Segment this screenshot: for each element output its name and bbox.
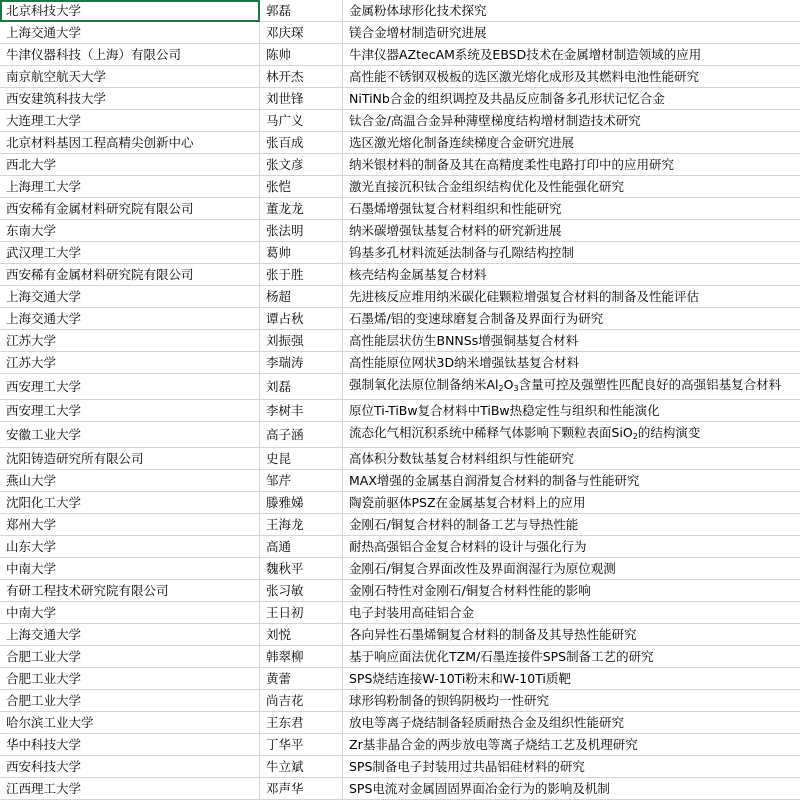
cell-name[interactable]: 尚吉花 bbox=[260, 690, 343, 712]
table-row bbox=[0, 88, 800, 110]
cell-organization[interactable]: 上海理工大学 bbox=[0, 176, 260, 198]
table-row bbox=[0, 220, 800, 242]
table-row bbox=[0, 22, 800, 44]
cell-organization[interactable]: 西安理工大学 bbox=[0, 400, 260, 422]
cell-name[interactable]: 高通 bbox=[260, 536, 343, 558]
cell-organization[interactable]: 西安稀有金属材料研究院有限公司 bbox=[0, 198, 260, 220]
cell-topic[interactable]: 原位Ti-TiBw复合材料中TiBw热稳定性与组织和性能演化 bbox=[343, 400, 800, 422]
cell-topic[interactable]: 金刚石特性对金刚石/铜复合材料性能的影响 bbox=[343, 580, 800, 602]
table-row bbox=[0, 668, 800, 690]
cell-name[interactable]: 张百成 bbox=[260, 132, 343, 154]
table-row bbox=[0, 330, 800, 352]
table-row bbox=[0, 66, 800, 88]
cell-name[interactable]: 韩翠柳 bbox=[260, 646, 343, 668]
cell-topic[interactable]: 先进核反应堆用纳米碳化硅颗粒增强复合材料的制备及性能评估 bbox=[343, 286, 800, 308]
topic-text-part: 的结构演变 bbox=[638, 425, 701, 440]
table-row bbox=[0, 264, 800, 286]
cell-topic[interactable]: 高性能原位网状3D纳米增强钛基复合材料 bbox=[343, 352, 800, 374]
table-row bbox=[0, 242, 800, 264]
topic-subscript: 2 bbox=[633, 432, 638, 441]
cell-organization[interactable]: 华中科技大学 bbox=[0, 734, 260, 756]
cell-name[interactable]: 刘磊 bbox=[260, 374, 343, 400]
cell-organization[interactable]: 北京科技大学 bbox=[0, 0, 260, 22]
cell-topic[interactable] bbox=[343, 374, 800, 400]
cell-name[interactable]: 马广义 bbox=[260, 110, 343, 132]
cell-topic[interactable]: 纳米碳增强钛基复合材料的研究新进展 bbox=[343, 220, 800, 242]
cell-topic[interactable]: 钨基多孔材料流延法制备与孔隙结构控制 bbox=[343, 242, 800, 264]
table-row bbox=[0, 176, 800, 198]
cell-organization[interactable]: 郑州大学 bbox=[0, 514, 260, 536]
cell-organization[interactable]: 东南大学 bbox=[0, 220, 260, 242]
cell-topic[interactable]: 各向异性石墨烯铜复合材料的制备及其导热性能研究 bbox=[343, 624, 800, 646]
cell-topic[interactable]: 高性能层状仿生BNNSs增强铜基复合材料 bbox=[343, 330, 800, 352]
cell-organization[interactable]: 燕山大学 bbox=[0, 470, 260, 492]
topic-text-part: 含量可控及强塑性匹配良好的高强铝基复合材料 bbox=[519, 377, 782, 392]
cell-name[interactable]: 林开杰 bbox=[260, 66, 343, 88]
cell-organization[interactable]: 江苏大学 bbox=[0, 330, 260, 352]
cell-organization[interactable]: 中南大学 bbox=[0, 602, 260, 624]
cell-topic[interactable]: 高性能不锈钢双极板的选区激光熔化成形及其燃料电池性能研究 bbox=[343, 66, 800, 88]
table-row bbox=[0, 374, 800, 400]
cell-name[interactable]: 邓声华 bbox=[260, 778, 343, 800]
cell-organization[interactable]: 江西理工大学 bbox=[0, 778, 260, 800]
topic-text-part: O bbox=[504, 377, 514, 392]
cell-topic[interactable] bbox=[343, 422, 800, 448]
cell-organization[interactable]: 西安稀有金属材料研究院有限公司 bbox=[0, 264, 260, 286]
table-row bbox=[0, 558, 800, 580]
table-row bbox=[0, 514, 800, 536]
cell-topic[interactable]: 镁合金增材制造研究进展 bbox=[343, 22, 800, 44]
cell-topic[interactable]: SPS烧结连接W-10Ti粉末和W-10Ti质靶 bbox=[343, 668, 800, 690]
cell-organization[interactable]: 合肥工业大学 bbox=[0, 646, 260, 668]
cell-organization[interactable]: 上海交通大学 bbox=[0, 22, 260, 44]
cell-name[interactable]: 刘悦 bbox=[260, 624, 343, 646]
cell-organization[interactable]: 大连理工大学 bbox=[0, 110, 260, 132]
cell-organization[interactable]: 西安科技大学 bbox=[0, 756, 260, 778]
topic-text-part: 强制氧化法原位制备纳米Al bbox=[349, 377, 499, 392]
cell-organization[interactable]: 安徽工业大学 bbox=[0, 422, 260, 448]
cell-name[interactable]: 滕雅娣 bbox=[260, 492, 343, 514]
table-row bbox=[0, 154, 800, 176]
cell-organization[interactable]: 哈尔滨工业大学 bbox=[0, 712, 260, 734]
cell-organization[interactable]: 上海交通大学 bbox=[0, 286, 260, 308]
cell-name[interactable]: 张法明 bbox=[260, 220, 343, 242]
cell-topic[interactable]: 钛合金/高温合金异种薄壁梯度结构增材制造技术研究 bbox=[343, 110, 800, 132]
cell-name[interactable]: 谭占秋 bbox=[260, 308, 343, 330]
table-row bbox=[0, 712, 800, 734]
cell-name[interactable]: 王日初 bbox=[260, 602, 343, 624]
cell-organization[interactable]: 北京材料基因工程高精尖创新中心 bbox=[0, 132, 260, 154]
cell-organization[interactable]: 上海交通大学 bbox=[0, 308, 260, 330]
cell-organization[interactable]: 西安理工大学 bbox=[0, 374, 260, 400]
cell-organization[interactable]: 上海交通大学 bbox=[0, 624, 260, 646]
cell-topic[interactable]: 石墨烯增强钛复合材料组织和性能研究 bbox=[343, 198, 800, 220]
cell-name[interactable]: 张文彦 bbox=[260, 154, 343, 176]
cell-topic[interactable]: 陶瓷前驱体PSZ在金属基复合材料上的应用 bbox=[343, 492, 800, 514]
table-row bbox=[0, 602, 800, 624]
cell-name[interactable]: 邓庆琛 bbox=[260, 22, 343, 44]
cell-topic[interactable]: SPS制备电子封装用过共晶铝硅材料的研究 bbox=[343, 756, 800, 778]
topic-subscript: 2 bbox=[499, 384, 504, 393]
table-row bbox=[0, 44, 800, 66]
table-row bbox=[0, 624, 800, 646]
cell-name[interactable]: 刘世锋 bbox=[260, 88, 343, 110]
cell-organization[interactable]: 合肥工业大学 bbox=[0, 690, 260, 712]
cell-organization[interactable]: 沈阳铸造研究所有限公司 bbox=[0, 448, 260, 470]
cell-topic[interactable]: 金刚石/铜复合材料的制备工艺与导热性能 bbox=[343, 514, 800, 536]
table-row bbox=[0, 690, 800, 712]
cell-topic[interactable]: 电子封装用高硅铝合金 bbox=[343, 602, 800, 624]
cell-topic[interactable]: 核壳结构金属基复合材料 bbox=[343, 264, 800, 286]
cell-name[interactable]: 牛立斌 bbox=[260, 756, 343, 778]
topic-text-part: 流态化气相沉积系统中稀释气体影响下颗粒表面SiO bbox=[349, 425, 633, 440]
cell-topic[interactable]: MAX增强的金属基自润滑复合材料的制备与性能研究 bbox=[343, 470, 800, 492]
table-row bbox=[0, 132, 800, 154]
cell-organization[interactable]: 西安建筑科技大学 bbox=[0, 88, 260, 110]
topic-subscript: 3 bbox=[513, 384, 518, 393]
table-row bbox=[0, 536, 800, 558]
cell-name[interactable]: 王东君 bbox=[260, 712, 343, 734]
table-row bbox=[0, 492, 800, 514]
cell-organization[interactable]: 牛津仪器科技（上海）有限公司 bbox=[0, 44, 260, 66]
cell-topic[interactable]: 激光直接沉积钛合金组织结构优化及性能强化研究 bbox=[343, 176, 800, 198]
cell-name[interactable]: 丁华平 bbox=[260, 734, 343, 756]
table-row bbox=[0, 756, 800, 778]
cell-topic[interactable]: 金刚石/铜复合界面改性及界面润湿行为原位观测 bbox=[343, 558, 800, 580]
cell-topic[interactable]: 基于响应面法优化TZM/石墨连接件SPS制备工艺的研究 bbox=[343, 646, 800, 668]
table-row bbox=[0, 352, 800, 374]
table-row bbox=[0, 400, 800, 422]
table-row bbox=[0, 422, 800, 448]
table-row bbox=[0, 448, 800, 470]
cell-name[interactable]: 张恺 bbox=[260, 176, 343, 198]
table-row bbox=[0, 580, 800, 602]
cell-topic[interactable]: Zr基非晶合金的两步放电等离子烧结工艺及机理研究 bbox=[343, 734, 800, 756]
cell-topic[interactable]: NiTiNb合金的组织调控及共晶反应制备多孔形状记忆合金 bbox=[343, 88, 800, 110]
cell-organization[interactable]: 南京航空航天大学 bbox=[0, 66, 260, 88]
cell-name[interactable]: 高子涵 bbox=[260, 422, 343, 448]
table-row bbox=[0, 198, 800, 220]
cell-topic[interactable]: SPS电流对金属固固界面冶金行为的影响及机制 bbox=[343, 778, 800, 800]
cell-organization[interactable]: 沈阳化工大学 bbox=[0, 492, 260, 514]
table-row bbox=[0, 778, 800, 800]
cell-organization[interactable]: 江苏大学 bbox=[0, 352, 260, 374]
table-row bbox=[0, 734, 800, 756]
cell-name[interactable]: 杨超 bbox=[260, 286, 343, 308]
table-row bbox=[0, 286, 800, 308]
cell-name[interactable]: 李树丰 bbox=[260, 400, 343, 422]
cell-topic[interactable]: 牛津仪器AZtecAM系统及EBSD技术在金属增材制造领域的应用 bbox=[343, 44, 800, 66]
cell-name[interactable]: 黄蕾 bbox=[260, 668, 343, 690]
cell-topic[interactable]: 选区激光熔化制备连续梯度合金研究进展 bbox=[343, 132, 800, 154]
cell-name[interactable]: 李瑞涛 bbox=[260, 352, 343, 374]
cell-organization[interactable]: 中南大学 bbox=[0, 558, 260, 580]
cell-name[interactable]: 史昆 bbox=[260, 448, 343, 470]
table-row bbox=[0, 110, 800, 132]
cell-topic[interactable]: 放电等离子烧结制备轻质耐热合金及组织性能研究 bbox=[343, 712, 800, 734]
table-row bbox=[0, 646, 800, 668]
cell-organization[interactable]: 西北大学 bbox=[0, 154, 260, 176]
cell-organization[interactable]: 山东大学 bbox=[0, 536, 260, 558]
cell-topic[interactable]: 金属粉体球形化技术探究 bbox=[343, 0, 800, 22]
cell-topic[interactable]: 高体积分数钛基复合材料组织与性能研究 bbox=[343, 448, 800, 470]
cell-name[interactable]: 王海龙 bbox=[260, 514, 343, 536]
cell-name[interactable]: 邹芹 bbox=[260, 470, 343, 492]
cell-name[interactable]: 陈帅 bbox=[260, 44, 343, 66]
table-row bbox=[0, 0, 800, 22]
table-row bbox=[0, 308, 800, 330]
cell-organization[interactable]: 武汉理工大学 bbox=[0, 242, 260, 264]
cell-name[interactable]: 葛帅 bbox=[260, 242, 343, 264]
cell-name[interactable]: 张习敏 bbox=[260, 580, 343, 602]
cell-topic[interactable]: 球形钨粉制备的钡钨阴极均一性研究 bbox=[343, 690, 800, 712]
cell-name[interactable]: 刘振强 bbox=[260, 330, 343, 352]
cell-topic[interactable]: 纳米银材料的制备及其在高精度柔性电路打印中的应用研究 bbox=[343, 154, 800, 176]
table-row bbox=[0, 470, 800, 492]
cell-name[interactable]: 董龙龙 bbox=[260, 198, 343, 220]
cell-name[interactable]: 张于胜 bbox=[260, 264, 343, 286]
cell-topic[interactable]: 石墨烯/铝的变速球磨复合制备及界面行为研究 bbox=[343, 308, 800, 330]
cell-topic[interactable]: 耐热高强铝合金复合材料的设计与强化行为 bbox=[343, 536, 800, 558]
cell-organization[interactable]: 合肥工业大学 bbox=[0, 668, 260, 690]
cell-name[interactable]: 郭磊 bbox=[260, 0, 343, 22]
cell-organization[interactable]: 有研工程技术研究院有限公司 bbox=[0, 580, 260, 602]
cell-name[interactable]: 魏秋平 bbox=[260, 558, 343, 580]
